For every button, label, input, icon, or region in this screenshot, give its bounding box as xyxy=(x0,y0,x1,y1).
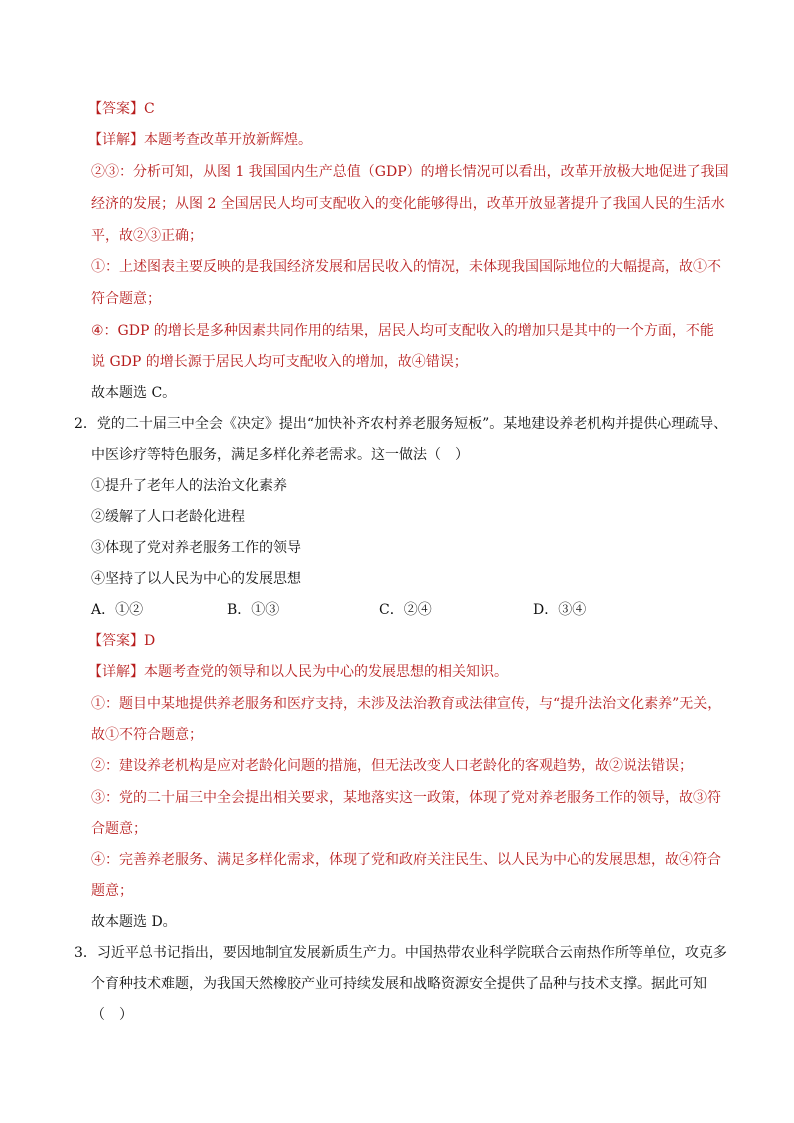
q1-analysis-line: 平，故②③正确； xyxy=(91,228,203,244)
q2-analysis-line: ①：题目中某地提供养老服务和医疗支持，未涉及法治教育或法律宣传，与“提升法治文化素养”无关， xyxy=(91,696,722,712)
q1-conclusion: 故本题选 C。 xyxy=(91,385,177,401)
detail-tag: 【详解】 xyxy=(88,664,144,680)
option-a: A．①② xyxy=(91,602,144,618)
answer-tag: 【答案】 xyxy=(88,633,144,649)
q2-statement: ③体现了党对养老服务工作的领导 xyxy=(91,540,301,556)
q2-answer xyxy=(88,631,155,651)
q3-stem-line: （ ） xyxy=(91,1007,133,1023)
q1-answer xyxy=(88,99,155,119)
q2-analysis-line: 题意； xyxy=(91,883,133,899)
q1-analysis-line: ②③：分析可知，从图 1 我国国内生产总值（GDP）的增长情况可以看出，改革开放极大地促进了我国 xyxy=(91,164,729,180)
answer-value: C xyxy=(144,101,155,117)
detail-intro: 本题考查改革开放新辉煌。 xyxy=(144,132,312,148)
q1-detail xyxy=(88,130,312,150)
option-c: C．②④ xyxy=(379,602,432,618)
q2-detail xyxy=(88,662,508,682)
answer-tag: 【答案】 xyxy=(88,101,144,117)
q1-analysis-line: 符合题意； xyxy=(91,291,161,307)
q1-analysis-line: ①：上述图表主要反映的是我国经济发展和居民收入的情况，未体现我国国际地位的大幅提高，故①不 xyxy=(91,259,721,275)
q1-analysis-line: 经济的发展；从图 2 全国居民人均可支配收入的变化能够得出，改革开放显著提升了我国人民的生活水 xyxy=(91,196,725,212)
option-b: B．①③ xyxy=(227,602,280,618)
q3-stem-line: 个育种技术难题，为我国天然橡胶产业可持续发展和战略资源安全提供了品种与技术支撑。据此可知 xyxy=(91,976,707,992)
q2-analysis-line: ④：完善养老服务、满足多样化需求，体现了党和政府关注民生、以人民为中心的发展思想，故④符合 xyxy=(91,852,721,868)
q1-analysis-line: ④：GDP 的增长是多种因素共同作用的结果，居民人均可支配收入的增加只是其中的一个方面，不能 xyxy=(91,323,714,339)
q2-analysis-line: ③：党的二十届三中全会提出相关要求，某地落实这一政策，体现了党对养老服务工作的领导，故③符 xyxy=(91,790,721,806)
q3-stem-line: 3．习近平总书记指出，要因地制宜发展新质生产力。中国热带农业科学院联合云南热作所等单位，攻克多 xyxy=(74,945,727,961)
detail-tag: 【详解】 xyxy=(88,132,144,148)
q1-analysis-line: 说 GDP 的增长源于居民人均可支配收入的增加，故④错误； xyxy=(91,354,468,370)
q2-analysis-line: 故①不符合题意； xyxy=(91,727,203,743)
detail-intro: 本题考查党的领导和以人民为中心的发展思想的相关知识。 xyxy=(144,664,508,680)
q2-statement: ②缓解了人口老龄化进程 xyxy=(91,509,245,525)
q2-statement: ①提升了老年人的法治文化素养 xyxy=(91,478,287,494)
q2-stem-line: 2．党的二十届三中全会《决定》提出“加快补齐农村养老服务短板”。某地建设养老机构并提供心理疏导、 xyxy=(74,416,728,432)
q2-conclusion: 故本题选 D。 xyxy=(91,914,177,930)
q2-stem-line: 中医诊疗等特色服务，满足多样化养老需求。这一做法（ ） xyxy=(91,447,469,463)
q2-analysis-line: 合题意； xyxy=(91,821,147,837)
q2-statement: ④坚持了以人民为中心的发展思想 xyxy=(91,571,301,587)
q2-options xyxy=(91,600,586,620)
answer-value: D xyxy=(144,633,156,649)
q2-analysis-line: ②：建设养老机构是应对老龄化问题的措施，但无法改变人口老龄化的客观趋势，故②说法错误； xyxy=(91,758,693,774)
option-d: D．③④ xyxy=(533,602,587,618)
